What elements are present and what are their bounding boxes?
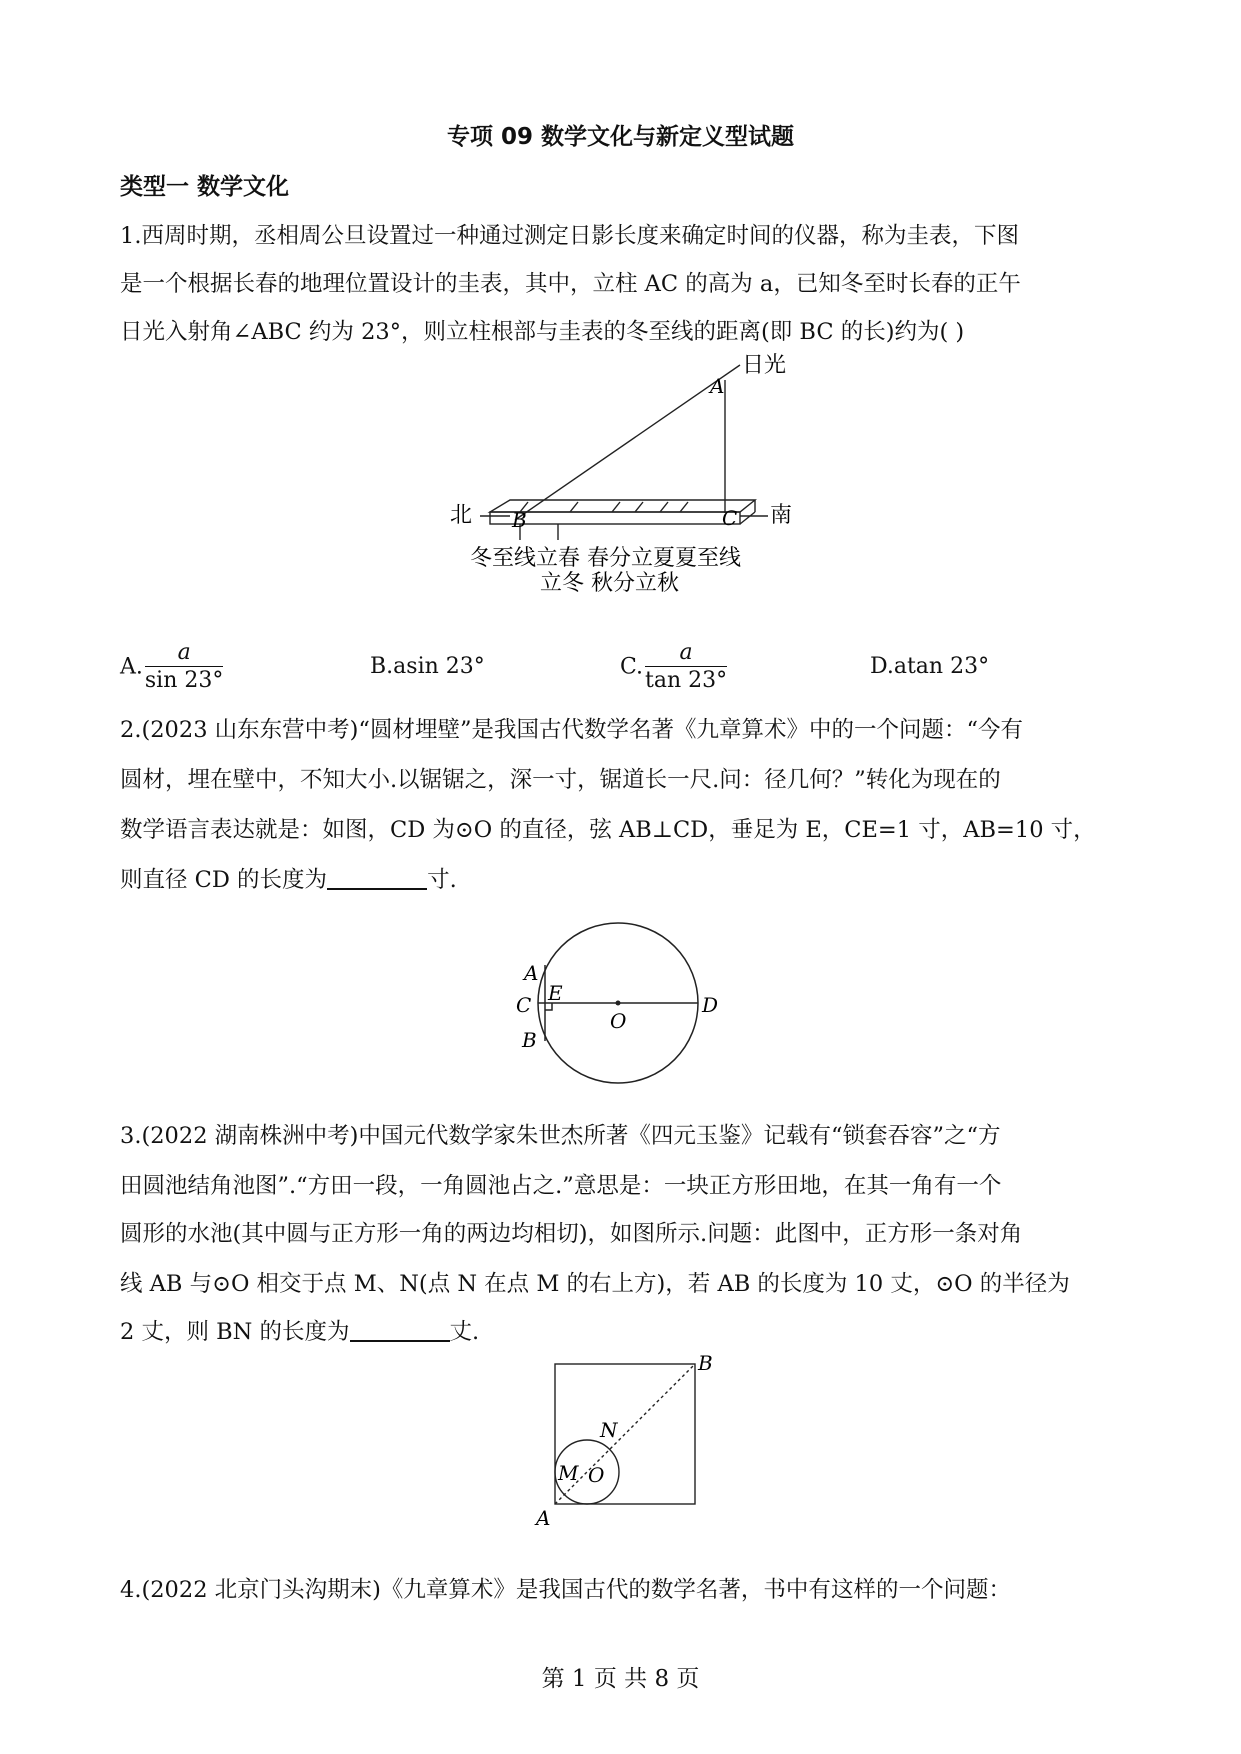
option-a-denominator: sin 23° bbox=[144, 668, 224, 693]
q2-answer-blank[interactable] bbox=[327, 866, 427, 890]
q1-line-1: 1.西周时期，丞相周公旦设置过一种通过测定日影长度来确定时间的仪器，称为圭表，下图 bbox=[120, 223, 1019, 249]
q2-line-4 bbox=[120, 862, 457, 894]
option-a-numerator: a bbox=[145, 640, 223, 667]
point-a-label: A bbox=[536, 1506, 551, 1530]
point-b-label: B bbox=[512, 508, 527, 532]
sun-label: 日光 bbox=[742, 353, 787, 378]
q1-option-b[interactable]: B.asin 23° bbox=[370, 654, 485, 679]
q2-line-1: 2.(2023 山东东营中考)“圆材埋壁”是我国古代数学名著《九章算术》中的一个问题：“今有 bbox=[120, 717, 1023, 743]
page-footer: 第 1 页 共 8 页 bbox=[541, 1666, 700, 1692]
q1-line-3: 日光入射角∠ABC 约为 23°，则立柱根部与圭表的冬至线的距离(即 BC 的长)约为( ) bbox=[120, 319, 965, 345]
q3-line-2: 田圆池结角池图”.“方田一段，一角圆池占之.”意思是：一块正方形田地，在其一角有一个 bbox=[120, 1173, 1002, 1199]
q1-option-a[interactable] bbox=[120, 640, 223, 695]
option-c-prefix: C. bbox=[620, 654, 644, 680]
page-title: 专项 09 数学文化与新定义型试题 bbox=[446, 124, 795, 150]
q3-line-5 bbox=[120, 1314, 479, 1346]
q3-line-1: 3.(2022 湖南株洲中考)中国元代数学家朱世杰所著《四元玉鉴》记载有“锁套吞容”之“方 bbox=[120, 1123, 1001, 1149]
option-a-prefix: A. bbox=[120, 654, 143, 680]
south-label: 南 bbox=[770, 503, 793, 528]
point-n-label: N bbox=[600, 1418, 618, 1442]
point-a-label: A bbox=[524, 961, 539, 985]
north-label: 北 bbox=[450, 503, 473, 528]
q3-line-5-text: 2 丈，则 BN 的长度为 bbox=[120, 1319, 350, 1345]
point-c-label: C bbox=[722, 506, 738, 530]
q3-answer-blank[interactable] bbox=[350, 1318, 450, 1342]
sunlight-ray bbox=[515, 365, 740, 520]
point-m-label: M bbox=[558, 1461, 579, 1485]
square-pond-figure bbox=[530, 1350, 730, 1530]
point-d-label: D bbox=[702, 993, 719, 1017]
q4-line-1: 4.(2022 北京门头沟期末)《九章算术》是我国古代的数学名著，书中有这样的一个问题： bbox=[120, 1577, 1011, 1603]
point-o-label: O bbox=[588, 1463, 605, 1487]
point-b-label: B bbox=[698, 1351, 713, 1375]
circle-wall-figure bbox=[510, 920, 740, 1090]
q1-option-d[interactable]: D.atan 23° bbox=[870, 654, 990, 679]
option-a-fraction bbox=[145, 640, 223, 695]
section-heading: 类型一 数学文化 bbox=[120, 174, 290, 200]
q1-line-2: 是一个根据长春的地理位置设计的圭表，其中，立柱 AC 的高为 a，已知冬至时长春的正午 bbox=[120, 271, 1021, 297]
q3-line-5-unit: 丈. bbox=[449, 1319, 480, 1345]
q2-line-4-unit: 寸. bbox=[427, 867, 457, 893]
solar-terms-row-1: 冬至线立春 春分立夏夏至线 bbox=[470, 546, 741, 571]
point-e-label: E bbox=[548, 981, 563, 1005]
q2-line-2: 圆材，埋在壁中，不知大小.以锯锯之，深一寸，锯道长一尺.问：径几何？”转化为现在的 bbox=[120, 767, 1001, 793]
point-o-label: O bbox=[610, 1009, 627, 1033]
option-c-fraction bbox=[645, 640, 727, 695]
gnomon-figure bbox=[430, 350, 830, 610]
center-point bbox=[616, 1001, 621, 1006]
q2-line-4-text: 则直径 CD 的长度为 bbox=[120, 867, 328, 893]
q1-option-c[interactable] bbox=[620, 640, 727, 695]
solar-terms-row-2: 立冬 秋分立秋 bbox=[540, 571, 679, 596]
base-front bbox=[490, 512, 740, 524]
point-c-label: C bbox=[516, 993, 532, 1017]
point-a-label: A bbox=[710, 374, 725, 398]
q3-line-4: 线 AB 与⊙O 相交于点 M、N(点 N 在点 M 的右上方)，若 AB 的长度为 10 丈，⊙O 的半径为 bbox=[120, 1271, 1070, 1297]
point-b-label: B bbox=[522, 1028, 537, 1052]
option-c-denominator: tan 23° bbox=[645, 668, 728, 693]
q2-line-3: 数学语言表达就是：如图，CD 为⊙O 的直径，弦 AB⊥CD，垂足为 E，CE=1 寸，AB=10 寸， bbox=[120, 817, 1096, 843]
option-c-numerator: a bbox=[645, 640, 727, 667]
q3-line-3: 圆形的水池(其中圆与正方形一角的两边均相切)，如图所示.问题：此图中，正方形一条对角 bbox=[120, 1221, 1023, 1247]
